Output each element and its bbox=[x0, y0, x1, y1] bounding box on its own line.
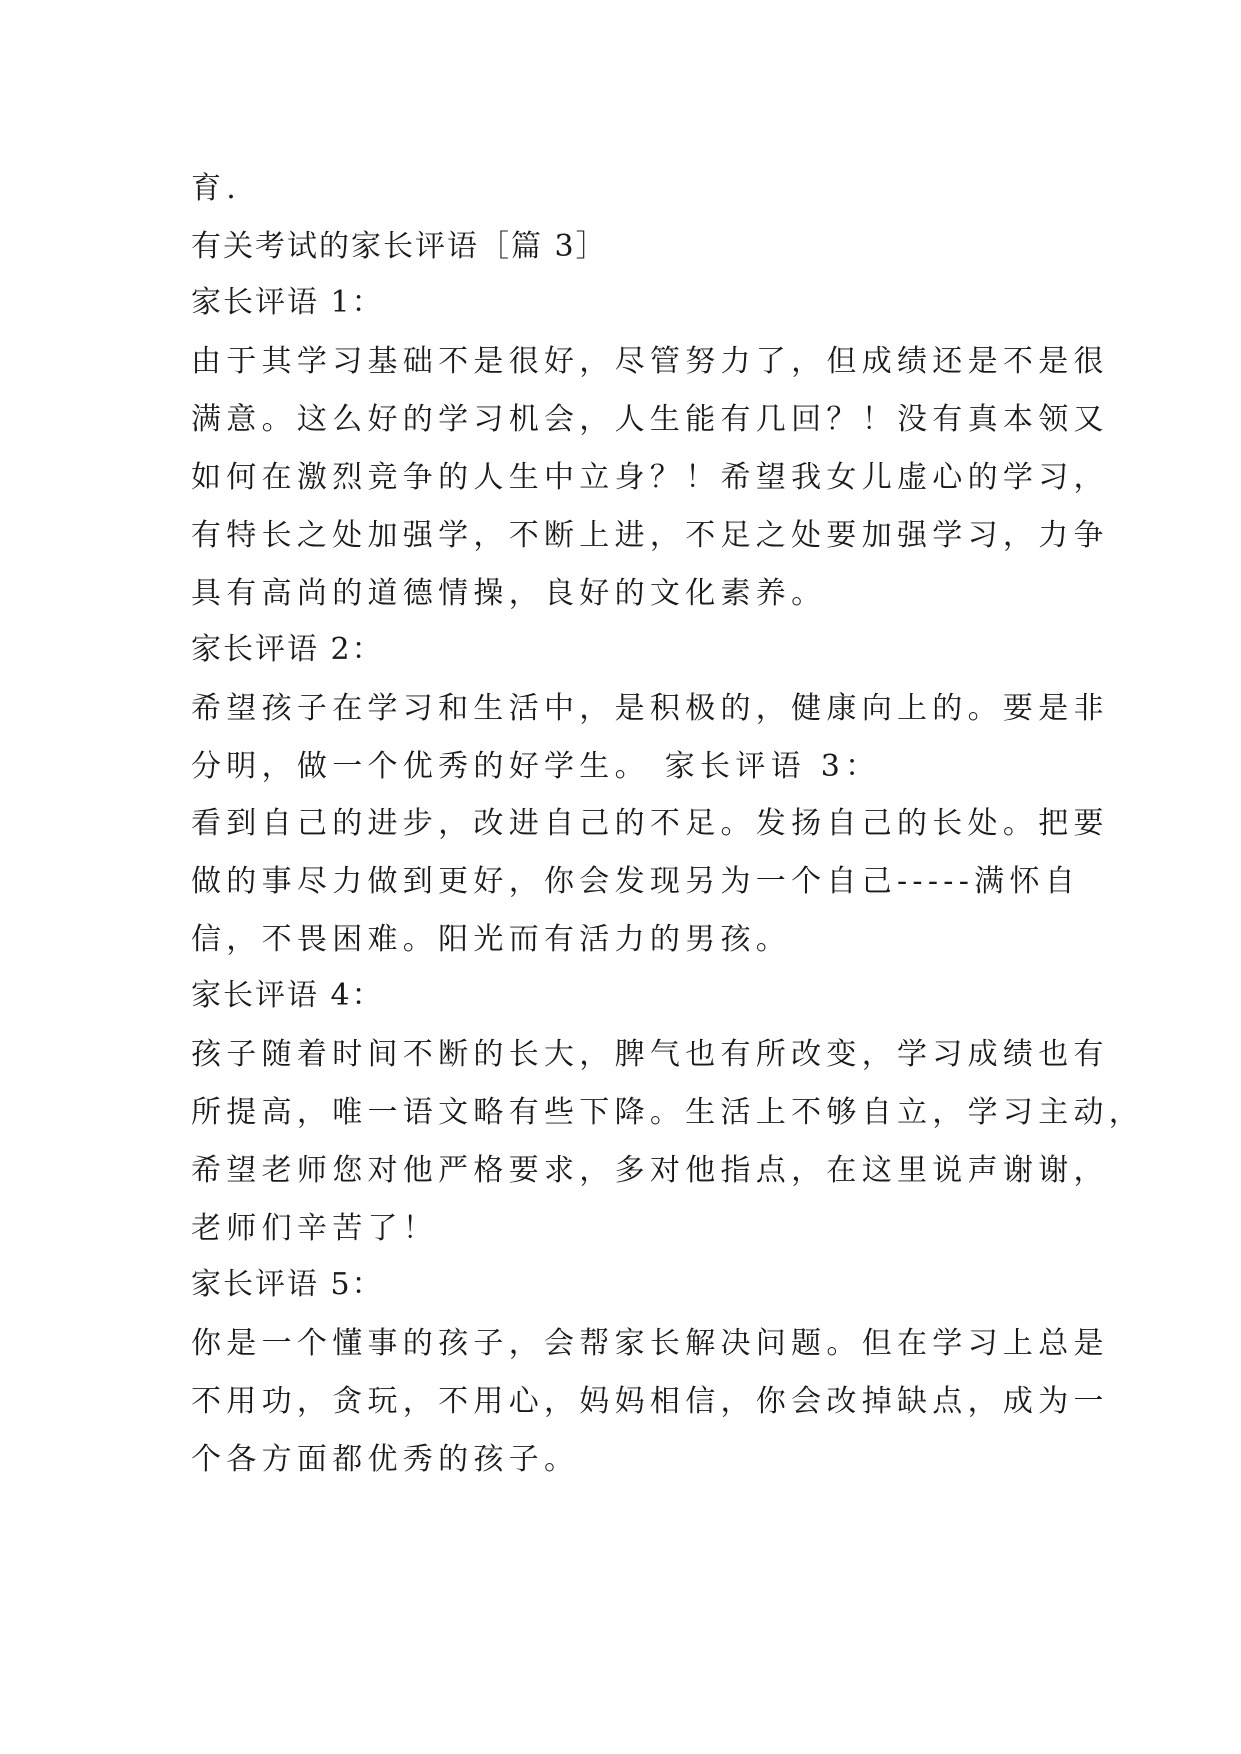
comment-heading: 家长评语 5： bbox=[191, 1267, 384, 1302]
text-line: 育. bbox=[191, 171, 242, 206]
text-line: 由于其学习基础不是很好，尽管努力了，但成绩还是不是很 bbox=[191, 344, 1109, 379]
text-line: 你是一个懂事的孩子，会帮家长解决问题。但在学习上总是 bbox=[191, 1326, 1109, 1361]
text-line: 不用功，贪玩，不用心，妈妈相信，你会改掉缺点，成为一 bbox=[191, 1384, 1109, 1419]
comment-heading: 家长评语 1： bbox=[191, 285, 384, 320]
text-line: 做的事尽力做到更好，你会发现另为一个自己-----满怀自 bbox=[191, 864, 1081, 899]
section-heading: 有关考试的家长评语［篇 3］ bbox=[191, 229, 608, 264]
text-line: 具有高尚的道德情操，良好的文化素养。 bbox=[191, 576, 827, 611]
text-line: 所提高，唯一语文略有些下降。生活上不够自立，学习主动， bbox=[191, 1095, 1145, 1130]
text-line: 老师们辛苦了！ bbox=[191, 1211, 439, 1246]
comment-heading: 家长评语 4： bbox=[191, 978, 384, 1013]
comment-heading: 家长评语 2： bbox=[191, 632, 384, 667]
text-line: 满意。这么好的学习机会，人生能有几回？！没有真本领又 bbox=[191, 402, 1109, 437]
text-line: 希望孩子在学习和生活中，是积极的，健康向上的。要是非 bbox=[191, 691, 1109, 726]
text-line: 看到自己的进步，改进自己的不足。发扬自己的长处。把要 bbox=[191, 806, 1109, 841]
text-line: 如何在激烈竞争的人生中立身？！希望我女儿虚心的学习， bbox=[191, 460, 1109, 495]
text-line: 信，不畏困难。阳光而有活力的男孩。 bbox=[191, 922, 792, 957]
text-line: 分明，做一个优秀的好学生。 家长评语 3： bbox=[191, 749, 881, 784]
text-line: 有特长之处加强学，不断上进，不足之处要加强学习，力争 bbox=[191, 518, 1109, 553]
text-line: 希望老师您对他严格要求，多对他指点，在这里说声谢谢， bbox=[191, 1153, 1109, 1188]
text-line: 个各方面都优秀的孩子。 bbox=[191, 1442, 580, 1477]
text-line: 孩子随着时间不断的长大，脾气也有所改变，学习成绩也有 bbox=[191, 1037, 1109, 1072]
